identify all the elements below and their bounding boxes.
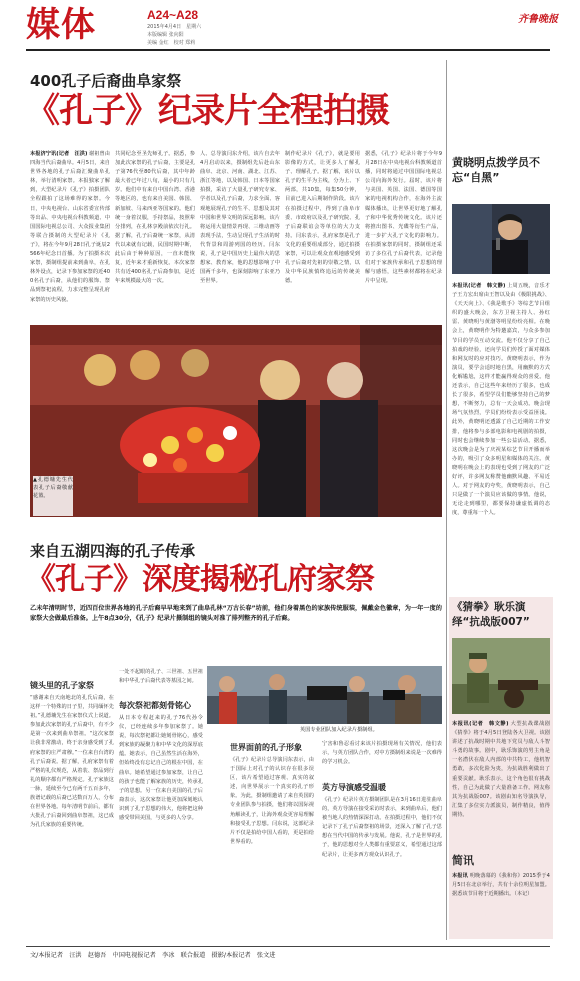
section-title: 媒体 [26,5,96,45]
page-range: A24~A28 [147,8,199,22]
sidebar-box-headline: 《猜拳》耿乐演绎“抗战版007” [452,601,530,628]
ceremony-illustration [30,325,442,517]
second-col-1: “感谢来自天南地北的孔氏后裔，在这样一个特殊的日子里，共同缅怀先祖。”孔德墉先生在家祭仪式上说道。参加此次家祭的孔子后裔中，有不少是第一次来到曲阜祭祖。“这次家祭让我非常激动，终于亲身感受到了孔府家祭的庄严肃穆。”一位来自台湾的孔子后裔说。据了解，孔府家祭有着严格的礼仪规范，从着装、祭品到行礼的顺序都有严格规定。孔子家族这一脉，延续至今已有两千五百多年，族谱记载的后裔已达数百万人，分布在世界各地。每年清明节前后，都有大批孔子后裔回到曲阜祭祖，这已成为孔氏家族的重要传统。 [30,695,114,829]
portrait-illustration [452,204,550,274]
second-photo-caption: 英国专业团队加入纪录片摄制组。 [300,727,378,733]
lead-col-3: 人、总导演闫东介绍，该片自去年4月启动以来，摄制组先后赴山东曲阜、北京、河南、湖北、江苏、浙江等地，以及韩国、日本等国家拍摄，采访了大量孔子研究专家、学者以及孔子后裔，力求全面、客观地展现孔子的生平、思想及其对中国和世界文明的深远影响。该片将运用大量情景再现、三维动画等表现手法，生动呈现孔子生活的时代背景和周游列国的经历。闫东说，孔子是中国历史上最伟大的思想家、教育家，他的思想影响了中国两千多年，也深刻影响了东亚乃至世界。 [200,151,280,285]
issue-date: 2015年4月4日 星期六 [147,24,202,30]
sidebar-box-body [452,720,550,838]
sidebar-box-photo [452,638,550,714]
sidebar-box-byline: 本报讯(记者 韩文静) [452,721,509,727]
lead-col-2: 共同纪念至圣先师孔子。据悉，参加此次家祭的孔子后裔，主要是孔子第76代至80代后裔，其中年龄最大者已年过八旬，最小的只有几岁。他们中有来自中国台湾、香港等地区的，也有来自美国、韩国、新加坡、马来西亚等国家的。他们统一身着汉服，手持祭品，按照辈分排列，在孔林享殿前依次行礼。据了解，孔子后裔统一家祭，从清代以来就有记载，民国时期中断，此后由于种种原因，一直未能恢复，近年来才重新恢复。本次家祭共有近400名孔子后裔参加，是近年来规模最大的一次。 [115,151,195,285]
brief-byline: 本报讯 [452,873,468,879]
brief-body [452,872,550,938]
sidebar-headline: 黄晓明点拨学员不忘“自黑” [452,156,540,184]
issue-design: 美编 金红 校对 郑莉 [147,40,196,46]
brief-title: 简讯 [452,854,474,867]
second-lede: 乙未年清明时节，近四百位世界各地的孔子后裔早早地来到了曲阜孔林“万古长春”坊前，他们身着黑色的家族传统服装，佩戴金色徽章，为一年一度的家祭大会做最后准备。上午8点30分，《孔子》纪录片摄制组的镜头对准了排列整齐的孔子后裔。 [30,605,442,622]
lead-photo [30,325,442,517]
second-kicker: 来自五湖四海的孔子传承 [30,542,196,560]
second-sub-1: 镜头里的孔子家祭 [30,681,94,690]
sidebar-box-text: 大型抗战谍战剧《猜拳》将于4月5日登陆各大卫视。该剧讲述了抗战时期中共地下党员与敌人斗智斗勇的故事。剧中，耿乐饰演的男主角是一名潜伏在敌人内部的中共特工，他机智勇敢，多次化险为夷，为抗战胜利做出了重要贡献。耿乐表示，这个角色很有挑战性，自己为此做了大量准备工作。网友称其为抗战版007。该剧由知名导演执导，汇集了多位实力派演员，制作精良，值得期待。 [452,721,550,818]
sidebar-byline: 本报讯(记者 韩文静) [452,283,506,289]
masthead-rule [26,49,550,51]
lead-kicker: 400孔子后裔曲阜家祭 [30,72,182,90]
sidebar-divider [446,60,447,940]
lead-text-1: 谢祖曾由四海当代后裔曲阜。4月5日，来自世界各地的孔子后裔汇聚曲阜孔林，举行清明家祭。本报独家了解到，大型纪录片《孔子》拍摄团队全程跟拍了这场难得的家祭。今日，中央电视台、山东省委宣传部等出品、中央电视台科教频道、中国国际电视总公司、大众报业集团等联合摄制的大型纪录片《孔子》，将在今年9月28日孔子诞辰2566年纪念日首播。为了拍摄本次家祭，摄制组提前来到曲阜，在孔林外设点，记录下参加家祭的近400名孔子后裔，从他们的服饰、祭品到祭祀流程，力求完整呈现孔府家祭的历史风貌。 [30,151,110,303]
film-crew-illustration [207,666,442,724]
lead-photo-caption: ▲孔德墉先生代表孔子后裔敬献花篮。 [33,476,73,516]
issue-editor: 本版编辑 张向阳 [147,32,184,38]
soldier-illustration [452,638,550,714]
sidebar-photo [452,204,550,274]
second-sub-4: 英方导演感受温暖 [322,783,386,792]
paper-logo: 齐鲁晚报 [518,14,558,25]
lead-byline: 本报济宁讯(记者 汪洪) [30,151,88,157]
footer-credits: 文/本报记者 汪洪 赵德吾 中国电视报记者 李冰 联合报道 摄影/本报记者 张文进 [30,952,276,959]
second-col-2: 从日本专程赶来的孔子76代孙令仪，已经连续多年参加家祭了。她说，每次祭祀都让她刻骨铭心，感受到家族的凝聚力和中华文化的深厚底蕴。她表示，自己虽然生活在海外，但始终没有忘记自己的根在中国，在曲阜。她希望通过参加家祭，让自己的孩子也能了解家族的历史，传承孔子的思想。另一位来自美国的孔子后裔表示，这次家祭让他更加深刻地认识到了孔子思想的伟大，他将把这种感受带回美国，与更多的人分享。 [119,715,203,822]
sidebar-body [452,282,550,600]
brief-text: 明晚落幕的《我和你》2015季于4月5日在北京举行，共有十余位明星加盟。据悉该节目将于近期播出。（本记） [452,873,550,898]
second-sub-3: 世界面前的孔子形象 [230,743,302,752]
sidebar-text: 上周五晚，音乐才子王力宏出席由王智以及由《极限挑战》、《天天向上》、《我是歌手》等综艺节目组织的盛大晚会，东方卫视主持人、孙红雷、黄晓明与黄渤等明星纷纷亮相。在晚会上，黄晓明作为特邀嘉宾，与众多参加节目的学员互动交流。他不仅分享了自己拍戏的经验，还向学员们传授了面对媒体和网友时的应对技巧。黄晓明表示，作为演员，要学会适时地自黑，用幽默的方式化解尴尬，这样才能赢得观众的喜爱。他还表示，自己这些年来经历了很多，也成长了很多，希望学员们能够坚持自己的梦想，不断努力，总有一天会成功。晚会现场气氛热烈，学员们纷纷表示受益匪浅。此外，黄晓明还透露了自己近期的工作安排，他将参与多部电影和电视剧的拍摄，同时也会继续参加一些公益活动。据悉，这次晚会是为了庆祝某综艺节目开播而举办的，吸引了众多明星和媒体的关注。黄晓明在晚会上的表现也受到了网友的广泛好评，许多网友称赞他幽默风趣、平易近人。对于网友的夸奖，黄晓明表示，自己只是做了一个演员应该做的事情。他说，无论走到哪里，都要保持谦虚低调的态度，尊重每一个人。 [452,283,550,517]
second-col-4: 《孔子》纪录片英方摄制团队是在3月16日进驻曲阜的，英方导演在接受采访时表示，来到曲阜后，他们被当地人的热情深深打动。在拍摄过程中，他们不仅记录下了孔子后裔祭祖的场景，还深入了解了孔子思想在当代中国的传承与发展。他说，孔子是世界的孔子，他的思想对全人类都有重要意义，希望通过这部纪录片，让更多西方观众认识孔子。 [322,797,442,858]
second-headline: 《孔子》深度揭秘孔府家祭 [26,562,374,597]
lead-headline: 《孔子》纪录片全程拍摄 [26,91,389,131]
lead-col-4: 制作纪录片《孔子》，就是要用影像的方式，让更多人了解孔子、理解孔子。据了解，该片以孔子的生平为主线，分为上、下两部，共10集，每集50分钟，目前已进入后期制作阶段。该片在拍摄过程中，得到了曲阜市委、市政府以及孔子研究院、孔子后裔联谊会等单位的大力支持。闫东表示，孔府家祭是孔子文化的重要组成部分，通过拍摄家祭，可以让观众直观地感受到孔子后裔对先祖的崇敬之情，以及中华民族慎终追远的传统美德。 [285,151,360,285]
footer-rule [26,946,550,947]
second-col-3: 《孔子》纪录片总导演闫东表示，由于国际上对孔子的认识存在很多误区，该片希望通过客观、真实的叙述，向世界展示一个真实的孔子形象。为此，摄制组邀请了来自英国的专业团队参与拍摄，他们将以国际视角解读孔子，让海外观众更容易理解和接受孔子思想。闫东说，这部纪录片不仅是拍给中国人看的，更是拍给世界看的。 [230,757,314,845]
lead-col-5: 据悉，《孔子》纪录片将于今年9月28日在中央电视台科教频道首播，同时将通过中国国际电视总公司向海外发行。届时，该片将与美国、英国、法国、德国等国家的电视机构合作，在海外主流媒体播出，让世界更好地了解孔子和中华优秀传统文化。该片还将推出图书、光碟等衍生产品，进一步扩大孔子文化的影响力。在拍摄家祭的同时，摄制组还采访了多位孔子后裔代表，记录他们对于家族传承和孔子思想的理解与感悟，这些素材都将在纪录片中呈现。 [365,151,442,285]
second-photo [207,666,442,724]
second-col-4-top: 宁害和鲁忍看讨来该片拍摄现场有关情况，他们表示，与英方团队合作，对中方摄制组来说是一次难得的学习机会。 [322,741,442,766]
lead-col-1 [30,150,110,322]
second-sub-2: 每次祭祀都刻骨铭心 [119,701,191,710]
second-col-2-top: 一处不起眼的孔子、三世祖、五世祖和中华孔子后裔代表等墓园之间。 [119,669,203,685]
